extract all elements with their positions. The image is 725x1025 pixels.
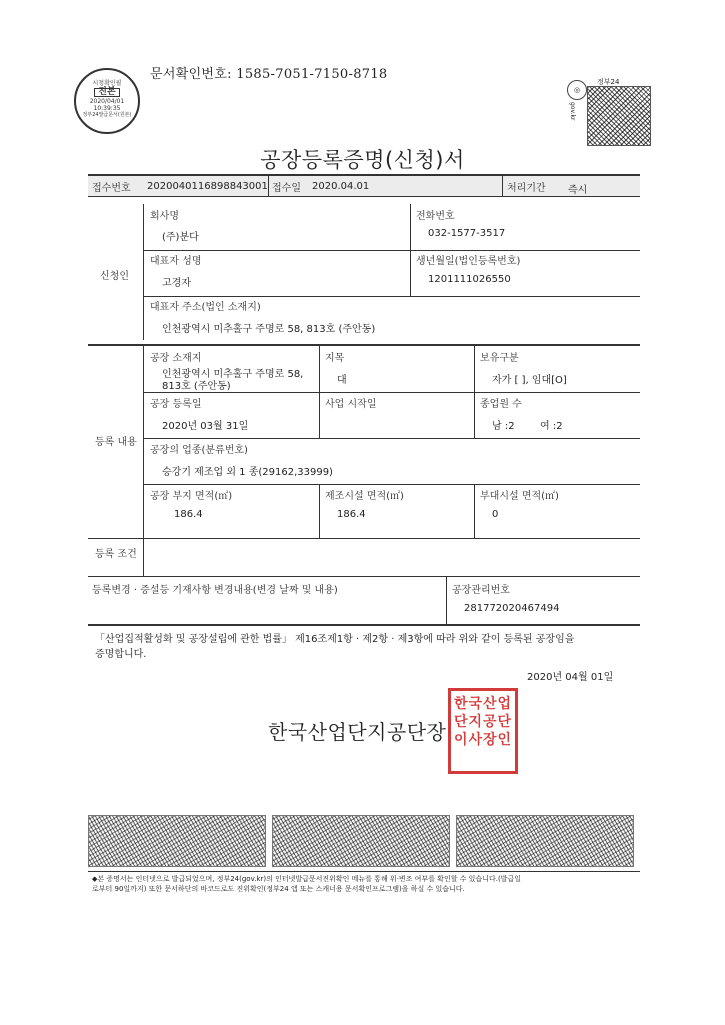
table-bottom-rule (88, 624, 640, 626)
applicant-rule-2 (143, 296, 640, 297)
registration-date-value: 2020년 03월 31일 (162, 421, 249, 432)
birth-value: 1201111026550 (428, 274, 511, 285)
gov24-logo-icon: ◎ (567, 80, 587, 100)
security-barcode-1-icon (88, 815, 266, 867)
changes-divider (446, 576, 447, 624)
conditions-label: 등록 조건 (95, 549, 137, 560)
mfg-area-value: 186.4 (337, 509, 366, 520)
qr-label: 정부24 (597, 78, 620, 86)
registration-col-3 (319, 484, 320, 538)
qr-site: gov.kr (569, 102, 576, 121)
receipt-date-label: 접수일 (272, 183, 301, 194)
registration-col-4 (474, 484, 475, 538)
seal-time: 10:39:35 (93, 105, 121, 112)
page-title: 공장등록증명(신청)서 (260, 148, 465, 172)
registration-rule-1 (143, 392, 640, 393)
official-stamp-text: 한국산업단지공단이사장인 (453, 696, 513, 748)
ownership-label: 보유구분 (480, 353, 519, 364)
issue-date: 2020년 04월 01일 (527, 672, 614, 683)
footer-rule (88, 871, 640, 872)
mgmt-number-label: 공장관리번호 (452, 585, 510, 596)
factory-location-line2: 813호 (주안동) (162, 381, 231, 392)
mfg-area-label: 제조시설 면적(㎡) (325, 491, 404, 502)
applicant-section-label: 신청인 (100, 271, 129, 282)
phone-label: 전화번호 (416, 211, 455, 222)
seal-bottom-text: 정부24발급문서(원본) (82, 112, 132, 118)
registration-rule-3 (143, 484, 640, 485)
security-barcode-3-icon (456, 815, 634, 867)
address-value: 인천광역시 미추홀구 주명로 58, 813호 (주안동) (162, 324, 376, 335)
security-barcode-2-icon (272, 815, 450, 867)
qr-code-icon (587, 86, 651, 146)
receipt-no-label: 접수번호 (92, 183, 131, 194)
official-stamp-icon (448, 688, 518, 774)
birth-label: 생년월일(법인등록번호) (416, 256, 521, 267)
registration-section-label: 등록 내용 (95, 437, 137, 448)
employees-male: 남 :2 (492, 421, 515, 432)
conditions-divider (143, 538, 144, 576)
employees-female: 여 :2 (540, 421, 563, 432)
seal-top-text: 시청확인필 (92, 80, 122, 87)
phone-value: 032-1577-3517 (428, 228, 506, 239)
receipt-date-value: 2020.04.01 (312, 181, 370, 192)
issuer-name: 한국산업단지공단장 (268, 720, 447, 744)
conditions-top-rule (88, 538, 640, 539)
ownership-value: 자가 [ ], 임대[O] (492, 375, 567, 386)
business-start-label: 사업 시작일 (325, 399, 377, 410)
registration-left-border (143, 346, 144, 538)
changes-label: 등록변경 · 증설등 기재사항 변경내용(변경 날짜 및 내용) (92, 585, 338, 596)
seal-date: 2020/04/01 (89, 98, 125, 105)
land-type-label: 지목 (325, 353, 345, 364)
authenticity-seal (74, 68, 140, 134)
applicant-left-border (143, 204, 144, 340)
receipt-rule (88, 196, 640, 197)
receipt-divider (268, 176, 269, 196)
footer-notice (92, 874, 642, 894)
aux-area-label: 부대시설 면적(㎡) (480, 491, 559, 502)
company-value: (주)분다 (162, 232, 199, 243)
ceo-value: 고경자 (162, 278, 191, 289)
land-type-value: 대 (337, 375, 347, 386)
document-confirm-number (150, 63, 387, 82)
industry-label: 공장의 업종(분류번호) (150, 445, 248, 456)
seal-mark: 진본 (94, 88, 119, 97)
period-value: 즉시 (568, 185, 588, 196)
footer-line-1: ◆본 증명서는 인터넷으로 발급되었으며, 정부24(gov.kr)의 인터넷발급문서진위확인 메뉴를 통해 위·변조 여부를 확인할 수 있습니다.(발급일 (92, 875, 521, 883)
statement-line-1: 「산업집적활성화 및 공장설립에 관한 법률」 제16조제1항 · 제2항 · 제3항에 따라 위와 같이 등록된 공장임을 (95, 634, 575, 645)
receipt-divider-2 (502, 176, 503, 196)
registration-date-label: 공장 등록일 (150, 399, 202, 410)
qr-code-block (567, 80, 651, 144)
address-label: 대표자 주소(법인 소재지) (150, 302, 261, 313)
conditions-bottom-rule (88, 576, 640, 577)
doc-confirm-value: 1585-7051-7150-8718 (236, 67, 388, 82)
industry-value: 승강기 제조업 외 1 종(29162,33999) (162, 467, 333, 478)
aux-area-value: 0 (492, 509, 499, 520)
doc-confirm-label: 문서확인번호: (150, 67, 232, 82)
site-area-value: 186.4 (174, 509, 203, 520)
ceo-label: 대표자 성명 (150, 256, 202, 267)
statement-line-2: 증명합니다. (95, 649, 147, 660)
applicant-rule-1 (143, 250, 640, 251)
site-area-label: 공장 부지 면적(㎡) (150, 491, 233, 502)
footer-line-2: 로부터 90일까지) 또한 문서하단의 바코드로도 진위확인(정부24 앱 또는 스캐너용 문서확인프로그램)을 하실 수 있습니다. (92, 885, 465, 893)
registration-top-rule (88, 344, 640, 346)
period-label: 처리기간 (507, 183, 546, 194)
factory-location-label: 공장 소재지 (150, 353, 202, 364)
registration-rule-2 (143, 438, 640, 439)
mgmt-number-value: 281772020467494 (464, 603, 560, 614)
receipt-no-value: 2020040116898843001 (147, 181, 268, 192)
factory-location-line1: 인천광역시 미추홀구 주명로 58, (162, 369, 304, 380)
company-label: 회사명 (150, 211, 179, 222)
employees-label: 종업원 수 (480, 399, 522, 410)
